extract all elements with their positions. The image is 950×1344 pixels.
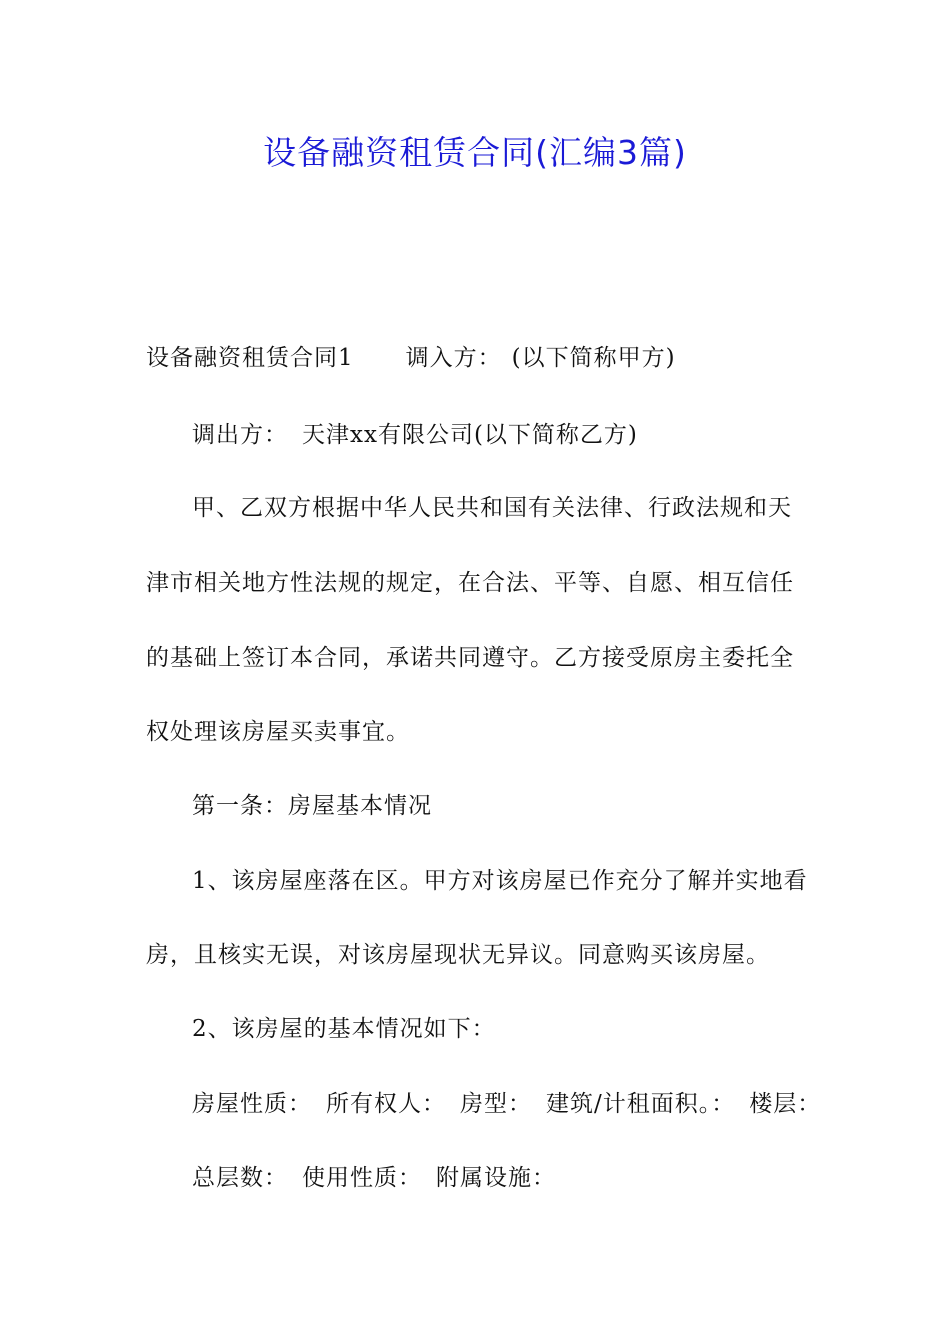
contract-heading-line	[146, 342, 676, 374]
transferee-note: (以下简称甲方)	[511, 345, 676, 371]
transferor-value: 天津xx有限公司(以下简称乙方)	[302, 422, 638, 448]
paragraph-line: 房，且核实无误，对该房屋现状无异议。同意购买该房屋。	[146, 942, 770, 968]
transferee-label: 调入方：	[405, 345, 502, 371]
field-floor: 楼层：	[749, 1091, 822, 1117]
paragraph-line: 甲、乙双方根据中华人民共和国有关法律、行政法规和天	[192, 495, 792, 521]
section-heading: 第一条：房屋基本情况	[192, 793, 432, 819]
field-property-nature: 房屋性质：	[192, 1091, 312, 1117]
field-area: 建筑/计租面积。：	[546, 1091, 736, 1117]
paragraph-line: 津市相关地方性法规的规定，在合法、平等、自愿、相互信任	[146, 570, 794, 596]
field-facilities: 附属设施：	[436, 1165, 556, 1191]
paragraph-line: 权处理该房屋买卖事宜。	[146, 719, 410, 745]
paragraph-line: 的基础上签订本合同，承诺共同遵守。乙方接受原房主委托全	[146, 645, 794, 671]
contract-name: 设备融资租赁合同1	[146, 345, 354, 371]
field-usage: 使用性质：	[302, 1165, 422, 1191]
field-total-floors: 总层数：	[192, 1165, 288, 1191]
transferor-line	[192, 419, 638, 451]
paragraph-line: 1、该房屋座落在区。甲方对该房屋已作充分了解并实地看	[192, 868, 808, 894]
property-fields-line	[192, 1088, 821, 1120]
field-room-type: 房型：	[460, 1091, 532, 1117]
document-title: 设备融资租赁合同(汇编3篇)	[263, 133, 687, 172]
property-fields-line	[192, 1162, 556, 1194]
transferor-label: 调出方：	[192, 422, 288, 448]
paragraph-line: 2、该房屋的基本情况如下：	[192, 1016, 496, 1042]
field-owner: 所有权人：	[326, 1091, 446, 1117]
